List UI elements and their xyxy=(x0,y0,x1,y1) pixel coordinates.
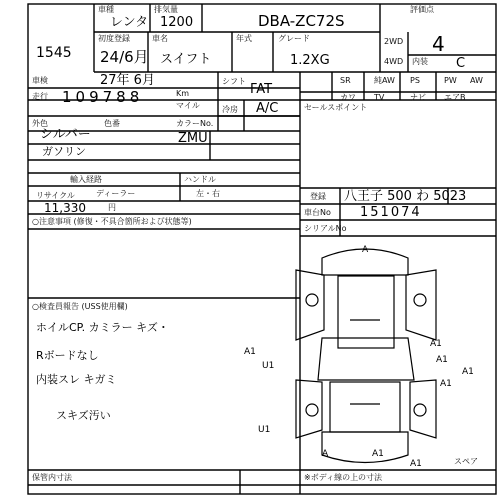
grade-value: 1.2XG xyxy=(290,53,330,68)
handle-value: 左・右 xyxy=(196,189,220,198)
mileage-unit-km: Km xyxy=(176,89,190,98)
report-line-2: Rボードなし xyxy=(36,349,99,362)
damage-mark: A1 xyxy=(462,367,474,377)
interior-label: 内装 xyxy=(412,57,428,66)
shaken-label: 車検 xyxy=(32,76,48,85)
damage-mark: A1 xyxy=(430,339,442,349)
shaken-value: 27年 6月 xyxy=(100,73,155,88)
color-code-label: カラーNo. xyxy=(176,119,214,128)
equipment-pw: PW xyxy=(444,76,457,85)
score-value: 4 xyxy=(432,32,445,56)
equipment-airbag: エアB xyxy=(444,93,466,102)
equipment-tv: TV xyxy=(374,93,385,102)
model-code-value: DBA-ZC72S xyxy=(258,12,345,30)
import-value: ディーラー xyxy=(96,189,136,198)
sales-point-label: セールスポイント xyxy=(304,103,368,112)
fuel-value: ガソリン xyxy=(42,145,86,158)
equipment-aw: AW xyxy=(470,76,483,85)
doors-label: 年式 xyxy=(236,34,252,43)
engine-value: 1200 xyxy=(160,15,194,30)
equipment-navi: ナビ xyxy=(410,93,426,102)
color-no-label: 色番 xyxy=(104,119,120,128)
handle-label: ハンドル xyxy=(184,175,216,184)
ac-value: A/C xyxy=(256,101,279,116)
damage-mark: A1 xyxy=(440,379,452,389)
model-value: レンタ xyxy=(110,15,149,30)
shift-label: シフト xyxy=(222,77,246,86)
name-label: 車名 xyxy=(152,34,168,43)
mileage-label: 走行 xyxy=(32,92,48,101)
name-value: スイフト xyxy=(160,52,212,67)
reg-value: 八王子 500 わ 5023 xyxy=(344,189,467,204)
import-label: 輸入経路 xyxy=(70,175,102,184)
color-label: 外色 xyxy=(32,119,48,128)
equipment-leather: カワ xyxy=(340,93,356,102)
damage-mark: A1 xyxy=(410,459,422,469)
engine-label: 排気量 xyxy=(154,5,178,14)
frame-label: 車台No xyxy=(304,208,331,217)
inspector-title: ○検査員報告 (USS使用欄) xyxy=(32,302,128,311)
car-diagram xyxy=(296,249,436,463)
frame-value: 151074 xyxy=(360,205,422,220)
notes-section-title: ○注意事項 (修復・不具合箇所および状態等) xyxy=(32,217,192,226)
damage-mark: A1 xyxy=(372,449,384,459)
equipment-genuine-aw: 純AW xyxy=(374,76,395,85)
color-code-value: ZMU xyxy=(178,131,208,146)
mileage-value: 109788 xyxy=(62,88,144,106)
first-reg-label: 初度登録 xyxy=(98,34,130,43)
equipment-ps: PS xyxy=(410,76,420,85)
equipment-sr: SR xyxy=(340,76,351,85)
report-line-3: 内装スレ キガミ xyxy=(36,373,117,386)
damage-mark: U1 xyxy=(258,425,271,435)
ac-label: 冷房 xyxy=(222,105,238,114)
damage-mark: A xyxy=(362,245,369,255)
color-value: シルバー xyxy=(40,127,91,142)
report-line-4: スキズ汚い xyxy=(56,409,111,422)
grade-label: グレード xyxy=(278,34,310,43)
recycle-unit: 円 xyxy=(108,203,116,212)
drive-4wd: 4WD xyxy=(384,57,404,66)
lot-number: 1545 xyxy=(36,45,72,61)
damage-mark: A xyxy=(322,449,329,459)
model-label: 車種 xyxy=(98,5,114,14)
bottom-left-label: 保管内寸法 xyxy=(32,473,72,482)
recycle-value: 11,330 xyxy=(44,201,86,215)
interior-value: C xyxy=(456,56,466,71)
first-reg-value: 24/6月 xyxy=(100,48,149,66)
drive-2wd: 2WD xyxy=(384,37,404,46)
mileage-unit-mile: マイル xyxy=(176,101,200,110)
bottom-label: ※ボディ線の上の寸法 xyxy=(304,473,383,482)
serial-label: シリアルNo xyxy=(304,224,347,233)
report-line-1: ホイルCP. カミラー キズ・ xyxy=(36,321,169,334)
shift-value: FAT xyxy=(250,82,273,97)
damage-mark: U1 xyxy=(262,361,275,371)
score-label: 評価点 xyxy=(410,5,434,14)
spare-label: スペア xyxy=(454,457,478,466)
recycle-label: リサイクル xyxy=(36,191,75,200)
damage-mark: A1 xyxy=(436,355,448,365)
damage-mark: A1 xyxy=(244,347,256,357)
reg-label: 登録 xyxy=(310,192,326,201)
